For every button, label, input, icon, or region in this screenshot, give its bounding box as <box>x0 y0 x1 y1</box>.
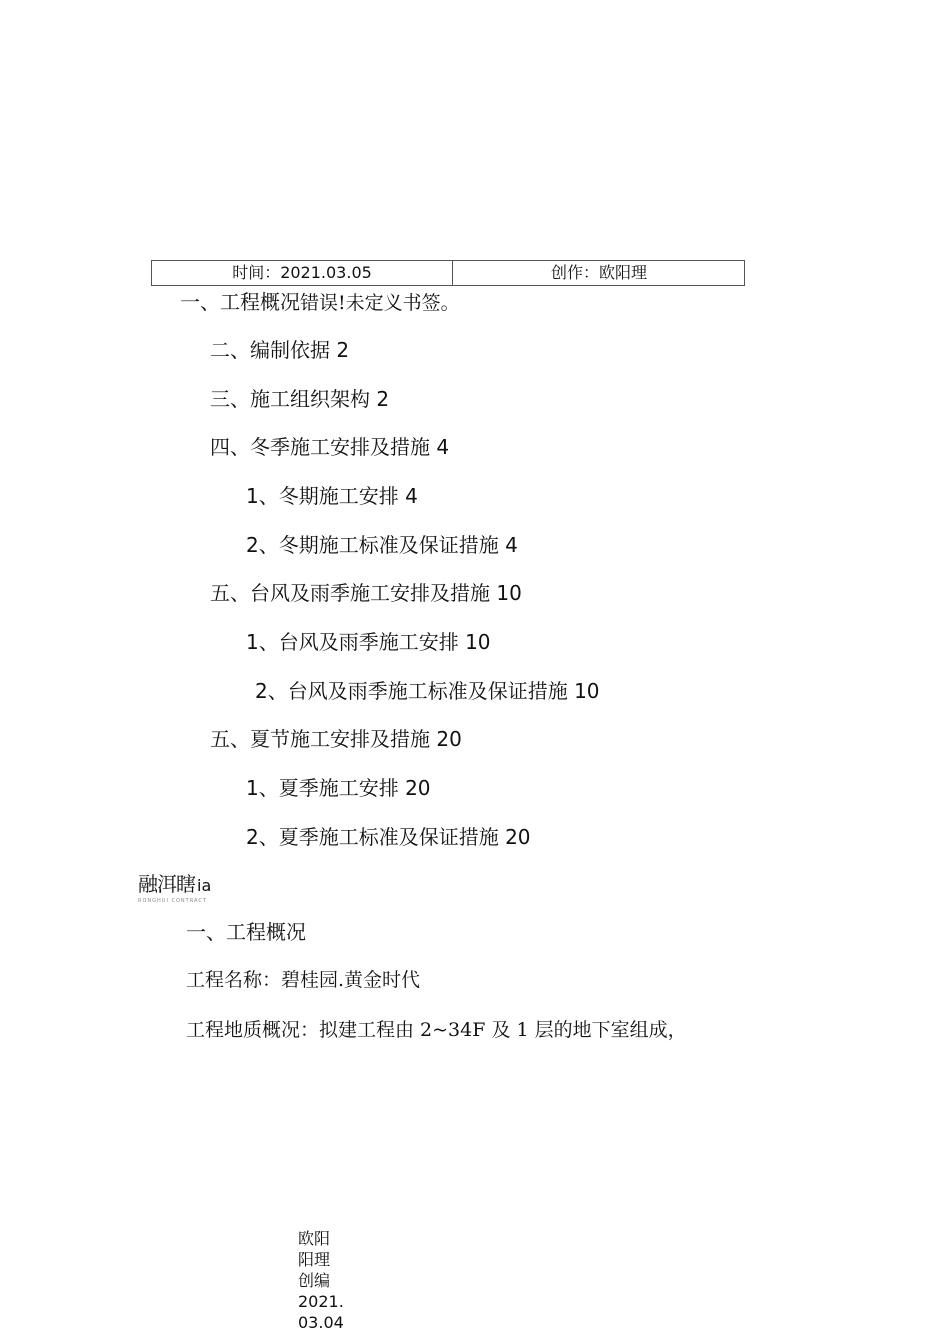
toc-item-1-error: 错误!未定义书签。 <box>300 292 460 314</box>
section-heading: 一、工程概况 <box>186 920 306 944</box>
project-name: 工程名称：碧桂园.黄金时代 <box>186 969 421 991</box>
toc-item-6-2[interactable]: 2、夏季施工标准及保证措施 20 <box>246 825 531 849</box>
toc-item-4-1[interactable]: 1、冬期施工安排 4 <box>246 484 418 508</box>
logo-suffix: ia <box>197 876 212 895</box>
toc-item-2[interactable]: 二、编制依据 2 <box>210 338 350 362</box>
footer-line-3: 创编 <box>298 1271 331 1290</box>
logo-text <box>138 872 211 898</box>
geology-overview: 工程地质概况：拟建工程由 2~34F 及 1 层的地下室组成， <box>186 1019 687 1041</box>
header-author: 创作：欧阳理 <box>550 263 647 282</box>
company-logo <box>138 872 211 904</box>
logo-subtitle: RONGHUI CONTRACT <box>138 898 207 904</box>
header-table <box>151 260 745 286</box>
footer-line-1: 欧阳 <box>298 1229 331 1248</box>
toc-item-1[interactable] <box>180 289 460 316</box>
toc-item-6[interactable]: 五、夏节施工安排及措施 20 <box>210 727 462 751</box>
toc-item-6-1[interactable]: 1、夏季施工安排 20 <box>246 776 431 800</box>
toc-item-4[interactable]: 四、冬季施工安排及措施 4 <box>210 435 450 459</box>
footer-line-2: 阳理 <box>298 1250 331 1269</box>
toc-item-5[interactable]: 五、台风及雨季施工安排及措施 10 <box>210 581 522 605</box>
header-time: 时间：2021.03.05 <box>152 261 453 285</box>
footer-line-4: 2021. <box>298 1292 344 1311</box>
footer-author-stamp <box>298 1228 346 1333</box>
toc-item-5-1[interactable]: 1、台风及雨季施工安排 10 <box>246 630 491 654</box>
toc-item-1-title: 一、工程概况 <box>180 290 300 314</box>
footer-line-5: 03.04 <box>298 1313 344 1332</box>
toc-item-3[interactable]: 三、施工组织架构 2 <box>210 387 390 411</box>
toc-item-5-2[interactable]: 2、台风及雨季施工标准及保证措施 10 <box>255 679 600 703</box>
logo-main-text: 融洱瞎 <box>138 872 195 896</box>
toc-item-4-2[interactable]: 2、冬期施工标准及保证措施 4 <box>246 533 518 557</box>
